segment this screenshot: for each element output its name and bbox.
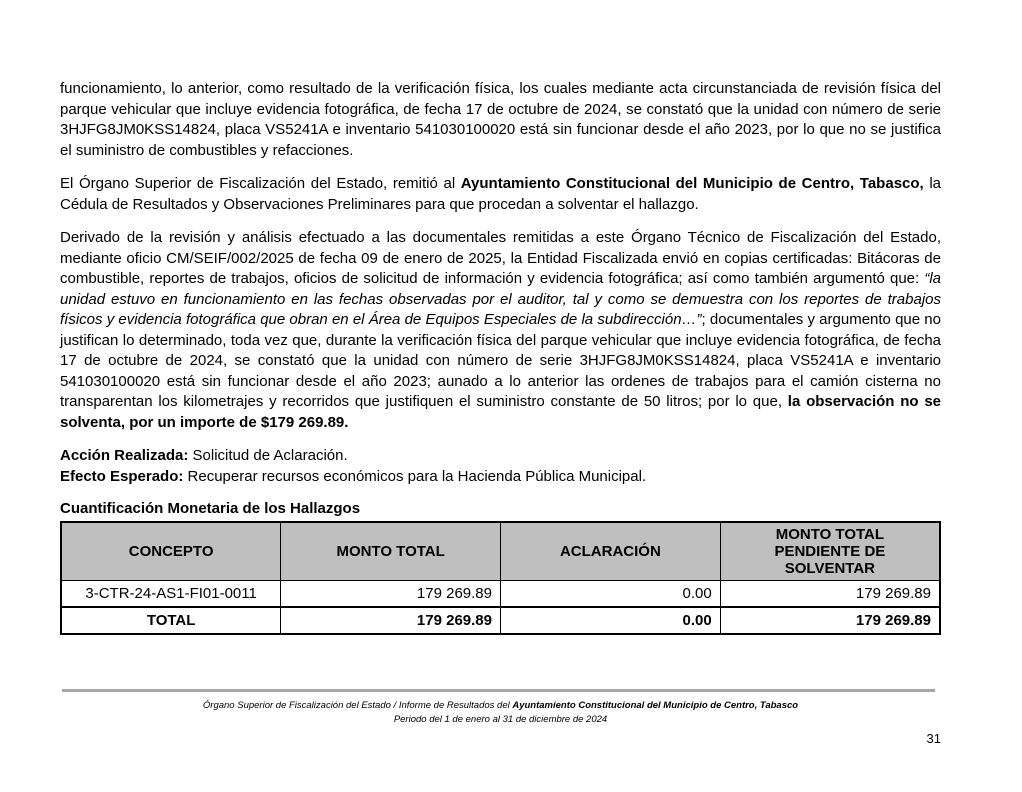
action-realized-line <box>60 446 941 467</box>
text-run: Recuperar recursos económicos para la Hacienda Pública Municipal. <box>183 467 647 485</box>
findings-table-header <box>61 522 940 581</box>
findings-table <box>60 521 941 635</box>
text-run: Órgano Superior de Fiscalización del Estado / Informe de Resultados del <box>202 700 513 711</box>
table-header-row <box>61 522 940 581</box>
page-footer <box>60 699 941 727</box>
footer-divider <box>62 689 935 692</box>
paragraph-review-analysis <box>60 228 941 433</box>
table-total-row <box>61 607 940 634</box>
paragraph-osfe-remission <box>60 174 941 215</box>
text-run: Solicitud de Aclaración. <box>188 447 348 464</box>
col-header-monto-total: MONTO TOTAL <box>281 522 501 581</box>
text-run: Derivado de la revisión y análisis efectuado a las documentales remitidas a este Órgano Técnico de Fiscalización del Estado, mediante oficio CM/SEIF/002/2025 de fecha 09 de enero de 2025, la Entidad Fiscalizada envió en copias certificadas: Bitácoras de combustible, reportes de trabajos, oficios de solicitud de información y evidencia fotográfica; así como también argumentó que: <box>60 229 941 287</box>
cell-monto-pendiente: 179 269.89 <box>720 581 940 608</box>
col-header-concepto: CONCEPTO <box>61 522 281 581</box>
cell-monto-total: 179 269.89 <box>281 581 501 608</box>
cell-total-aclaracion: 0.00 <box>501 607 721 634</box>
cell-total-monto: 179 269.89 <box>281 607 501 634</box>
text-run: la observación no se solventa, por un importe de $179 269.89. <box>60 393 941 431</box>
text-run: “la unidad estuvo en funcionamiento en las fechas observadas por el auditor, tal y como se demuestra con los reportes de trabajos físicos y evidencia fotográfica que obran en el Área de Equipos Especiales de la subdirección…” <box>60 270 941 328</box>
table-row <box>61 581 940 608</box>
cell-total-pendiente: 179 269.89 <box>720 607 940 634</box>
footer-line-1 <box>60 699 941 713</box>
text-run: Ayuntamiento Constitucional del Municipio de Centro, Tabasco <box>512 700 799 711</box>
cell-aclaracion: 0.00 <box>501 581 721 608</box>
findings-table-title: Cuantificación Monetaria de los Hallazgos <box>60 500 361 517</box>
action-effect-block <box>60 446 941 487</box>
document-content <box>60 79 941 635</box>
findings-table-body <box>61 581 940 635</box>
text-run: ; documentales y argumento que no justifican lo determinado, toda vez que, durante la verificación física del parque vehicular que incluye evidencia fotográfica, de fecha 17 de octubre de 2024, se constató que la unidad con número de serie 3HJFG8JM0KSS14824, placa VS5241A e inventario 541030100020 está sin funcionar desde el año 2023; aunado a lo anterior las ordenes de trabajos para el camión cisterna no transparentan los kilometrajes y recorridos que justifiquen el suministro constante de 50 litros; por lo que, <box>60 311 941 410</box>
footer-line-2: Periodo del 1 de enero al 31 de diciembre de 2024 <box>393 714 608 725</box>
col-header-aclaracion: ACLARACIÓN <box>501 522 721 581</box>
cell-total-label: TOTAL <box>61 607 281 634</box>
col-header-monto-pendiente <box>720 522 940 581</box>
text-run: Ayuntamiento Constitucional del Municipio de Centro, Tabasco, <box>460 175 924 192</box>
paragraph-verification-result <box>60 79 941 161</box>
expected-effect-line <box>60 467 941 488</box>
cell-concepto: 3-CTR-24-AS1-FI01-0011 <box>61 581 281 608</box>
col-header-monto-pendiente-label: MONTO TOTAL PENDIENTE DE SOLVENTAR <box>774 526 886 577</box>
text-run: Acción Realizada: <box>60 447 189 464</box>
page-number: 31 <box>926 731 941 746</box>
text-run: Efecto Esperado: <box>60 467 184 485</box>
text-run: El Órgano Superior de Fiscalización del Estado, remitió al <box>60 175 461 192</box>
text-run: funcionamiento, lo anterior, como resultado de la verificación física, los cuales mediante acta circunstanciada de revisión física del parque vehicular que incluye evidencia fotográfica, de fecha 17 de octubre de 2024, se constató que la unidad con número de serie 3HJFG8JM0KSS14824, placa VS5241A e inventario 541030100020 está sin funcionar desde el año 2023, por lo que no se justifica el suministro de combustibles y refacciones. <box>60 80 941 159</box>
text-run: la Cédula de Resultados y Observaciones Preliminares para que procedan a solventar el hallazgo. <box>60 175 941 213</box>
